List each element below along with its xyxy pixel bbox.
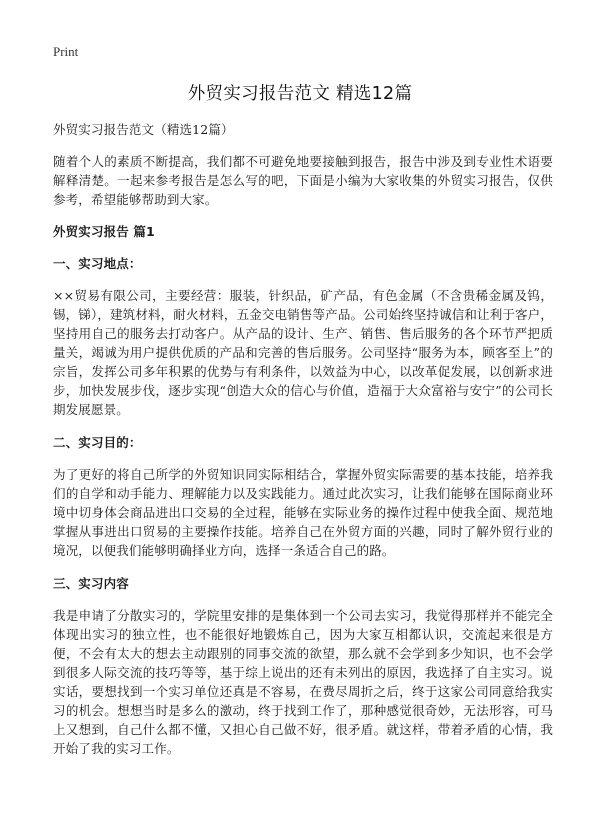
section1-heading: 一、实习地点： — [53, 256, 142, 271]
section2-paragraph: 为了更好的将自己所学的外贸知识同实际相结合，掌握外贸实际需要的基本技能，培养我们的自学和动手能力、理解能力以及实践能力。通过此次实习，让我们能够在国际商业环境中切身体会商品进出口交易的全过程，能够在实际业务的操作过程中使我全面、规范地掌握从事进出口贸易的主要操作技能。培养自己在外贸方面的兴趣，同时了解外贸行业的境况，以便我们能够明确择业方向，选择一条适合自己的路。 — [53, 467, 553, 558]
intro-paragraph: 随着个人的素质不断提高，我们都不可避免地要接触到报告，报告中涉及到专业性术语要解释清楚。一起来参考报告是怎么写的吧，下面是小编为大家收集的外贸实习报告，仅供参考，希望能够帮助到大家。 — [53, 154, 553, 207]
page-title: 外贸实习报告范文 精选12篇 — [187, 84, 413, 104]
section2-heading: 二、实习目的： — [53, 435, 142, 450]
section3-heading: 三、实习内容 — [53, 576, 129, 591]
section1-paragraph: ××贸易有限公司，主要经营：服装，针织品，矿产品，有色金属（不含贵稀金属及钨，锡，锑），建筑材料，耐火材料，五金交电销售等产品。公司始终坚持诚信和让利于客户，坚持用自己的服务去打动客户。从产品的设计、生产、销售、售后服务的各个环节严把质量关，竭诚为用户提供优质的产品和完善的售后服务。公司坚持“服务为本，顾客至上”的宗旨，发挥公司多年积累的优势与有利条件，以效益为中心，以改革促发展，以创新求进步，加快发展步伐，逐步实现“创造大众的信心与价值，造福于大众富裕与安宁”的公司长期发展愿景。 — [53, 288, 553, 417]
section3-paragraph: 我是申请了分散实习的，学院里安排的是集体到一个公司去实习，我觉得那样并不能完全体现出实习的独立性，也不能很好地锻炼自己，因为大家互相都认识，交流起来很是方便，不会有太大的想去主动跟别的同事交流的欲望，那么就不会学到多少知识，也不会学到很多人际交流的技巧等等，基于综上说出的还有未列出的原因，我选择了自主实习。说实话，要想找到一个实习单位还真是不容易，在费尽周折之后，终于这家公司同意给我实习的机会。想想当时是多么的激动，终于找到工作了，那种感觉很奇妙，无法形容，可马上又想到，自己什么都不懂，又担心自己做不好，很矛盾。就这样，带着矛盾的心情，我开始了我的实习工作。 — [53, 608, 553, 756]
print-label: Print — [53, 44, 79, 59]
report-heading: 外贸实习报告 篇1 — [53, 224, 155, 239]
document-subtitle: 外贸实习报告范文（精选12篇） — [53, 122, 234, 137]
document-body — [53, 120, 553, 758]
